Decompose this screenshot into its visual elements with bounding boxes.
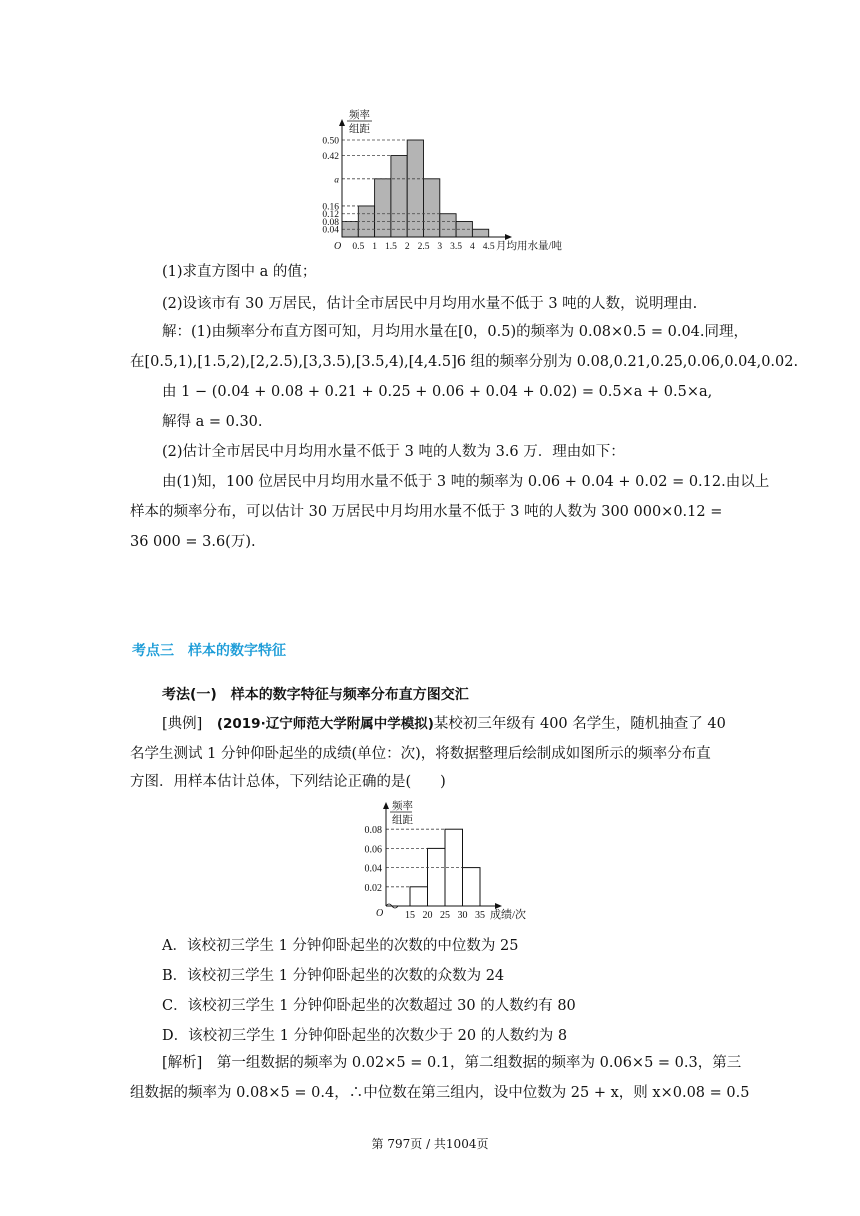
solution-1-line-3: 由 1 − (0.04 + 0.08 + 0.21 + 0.25 + 0.06 + 0.04 + 0.02) = 0.5×a + 0.5×a,: [162, 384, 713, 400]
solution-1-line-4: 解得 a = 0.30.: [162, 414, 263, 430]
example-source: (2019·辽宁师范大学附属中学模拟): [216, 716, 434, 732]
page-footer: 第 797页 / 共1004页: [371, 1137, 489, 1151]
option-a: A．该校初三学生 1 分钟仰卧起坐的次数的中位数为 25: [162, 938, 519, 954]
origin-label: O: [376, 908, 384, 919]
bar-4: [407, 140, 423, 237]
x-tick-2: 25: [440, 910, 450, 921]
x-axis-label: 月均用水量/吨: [496, 241, 562, 252]
solution-2-line-2: 由(1)知，100 位居民中月均用水量不低于 3 吨的频率为 0.06 + 0.04 + 0.02 = 0.12.由以上: [162, 474, 770, 490]
analysis-line-1: [162, 1053, 772, 1073]
x-tick-7: 4: [470, 242, 475, 252]
y-tick-6: 0.04: [322, 225, 339, 236]
x-tick-3: 30: [457, 910, 468, 921]
bar-2: [375, 179, 391, 237]
y-label-bottom: 组距: [349, 124, 370, 135]
bar-1: [428, 848, 446, 906]
solution-1-line-2: 在[0.5,1),[1.5,2),[2,2.5),[3,3.5),[3.5,4),[4,4.5]6 组的频率分别为 0.08,0.21,0.25,0.06,0.04,0.02.: [130, 354, 799, 370]
x-tick-2: 1.5: [384, 242, 397, 252]
x-tick-1: 20: [422, 910, 433, 921]
x-tick-0: 0.5: [352, 242, 365, 252]
example-tag: [典例]: [162, 716, 203, 732]
question-1: (1)求直方图中 a 的值；: [162, 264, 317, 280]
option-c: C．该校初三学生 1 分钟仰卧起坐的次数超过 30 的人数约有 80: [162, 998, 576, 1014]
y-label-top: 频率: [349, 110, 370, 121]
bar-0: [410, 887, 428, 906]
x-tick-6: 3.5: [450, 242, 463, 252]
analysis-text: 第一组数据的频率为 0.02×5 = 0.1，第二组数据的频率为 0.06×5 = 0.3，第三: [216, 1055, 742, 1071]
y-tick-1: 0.06: [364, 844, 382, 856]
x-tick-1: 1: [372, 242, 377, 252]
x-tick-8: 4.5: [482, 242, 495, 252]
x-tick-0: 15: [405, 910, 415, 921]
y-tick-4: 0.12: [322, 210, 339, 221]
y-tick-5: 0.08: [322, 217, 339, 228]
example-line-2: 名学生测试 1 分钟仰卧起坐的成绩(单位：次)，将数据整理后绘制成如图所示的频率分布直: [130, 746, 711, 762]
y-tick-2: 0.04: [364, 863, 382, 875]
option-d: D．该校初三学生 1 分钟仰卧起坐的次数少于 20 的人数约为 8: [162, 1028, 568, 1044]
x-tick-4: 2.5: [417, 242, 430, 252]
bar-3: [463, 868, 481, 906]
bar-8: [472, 229, 488, 237]
y-tick-3: 0.02: [364, 882, 382, 894]
section-heading: 考点三 样本的数字特征: [132, 643, 286, 659]
origin-label: O: [334, 241, 342, 252]
solution-1-line-1: 解：(1)由频率分布直方图可知，月均用水量在[0，0.5)的频率为 0.08×0.5 = 0.04.同理，: [162, 324, 749, 340]
analysis-tag: [解析]: [162, 1055, 203, 1071]
example-line-1: [162, 714, 772, 734]
method-heading: 考法(一) 样本的数字特征与频率分布直方图交汇: [162, 687, 469, 703]
y-tick-3: 0.16: [322, 202, 339, 213]
option-b: B．该校初三学生 1 分钟仰卧起坐的次数的众数为 24: [162, 968, 505, 984]
solution-2-line-4: 36 000 = 3.6(万).: [130, 534, 256, 550]
y-tick-0: 0.08: [364, 825, 382, 837]
y-tick-2: a: [334, 175, 339, 186]
bar-3: [391, 156, 407, 237]
water-usage-histogram: [300, 100, 590, 255]
question-2: (2)设该市有 30 万居民，估计全市居民中月均用水量不低于 3 吨的人数，说明理由.: [162, 296, 698, 312]
example-line-3: 方图．用样本估计总体，下列结论正确的是( ): [130, 774, 446, 790]
solution-2-line-1: (2)估计全市居民中月均用水量不低于 3 吨的人数为 3.6 万．理由如下：: [162, 444, 625, 460]
x-axis-label: 成绩/次: [490, 909, 527, 921]
y-label-bottom: 组距: [392, 815, 413, 826]
y-tick-1: 0.42: [322, 152, 339, 163]
y-tick-0: 0.50: [322, 136, 339, 147]
x-tick-5: 3: [437, 242, 443, 252]
bar-5: [424, 179, 440, 237]
y-label-top: 频率: [392, 801, 413, 812]
bar-6: [440, 214, 456, 237]
example-text: 某校初三年级有 400 名学生，随机抽查了 40: [433, 716, 726, 732]
x-tick-4: 35: [475, 910, 485, 921]
x-tick-3: 2: [404, 242, 410, 252]
situp-histogram: [350, 795, 570, 925]
analysis-line-2: 组数据的频率为 0.08×5 = 0.4，∴中位数在第三组内，设中位数为 25 + x，则 x×0.08 = 0.5: [130, 1085, 750, 1101]
solution-2-line-3: 样本的频率分布，可以估计 30 万居民中月均用水量不低于 3 吨的人数为 300 000×0.12 =: [130, 504, 723, 520]
